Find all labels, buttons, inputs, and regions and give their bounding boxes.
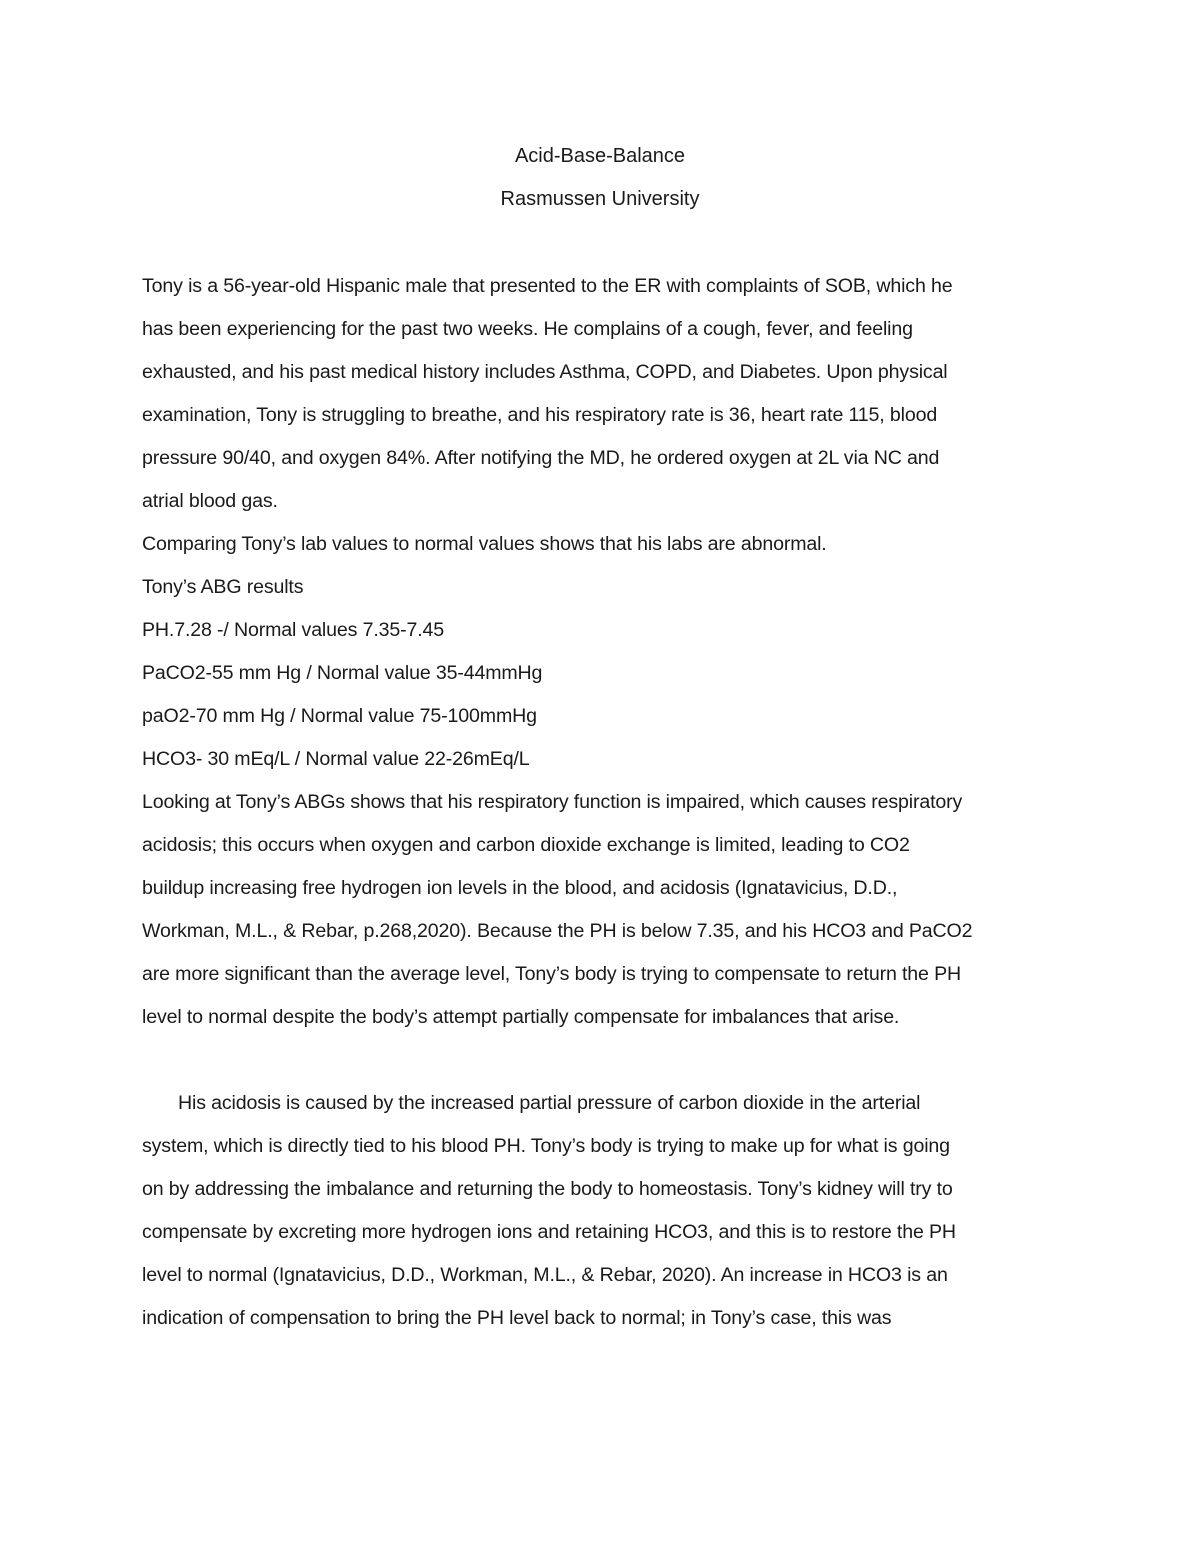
- paragraph-3-line: indication of compensation to bring the PH level back to normal; in Tony’s case, this was: [142, 1307, 892, 1329]
- paragraph-3-line: compensate by excreting more hydrogen ions and retaining HCO3, and this is to restore the PH: [142, 1221, 956, 1243]
- paragraph-2-line: Looking at Tony’s ABGs shows that his respiratory function is impaired, which causes respiratory: [142, 791, 963, 813]
- abg-result-ph: PH.7.28 -/ Normal values 7.35-7.45: [142, 619, 445, 641]
- paragraph-3-line: on by addressing the imbalance and returning the body to homeostasis. Tony’s kidney will try to: [142, 1178, 953, 1200]
- paragraph-3-line: level to normal (Ignatavicius, D.D., Workman, M.L., & Rebar, 2020). An increase in HCO3 is an: [142, 1264, 948, 1286]
- paragraph-1-line: pressure 90/40, and oxygen 84%. After notifying the MD, he ordered oxygen at 2L via NC and: [142, 447, 940, 469]
- abg-result-pao2: paO2-70 mm Hg / Normal value 75-100mmHg: [142, 705, 537, 727]
- paragraph-2-line: are more significant than the average level, Tony’s body is trying to compensate to return the PH: [142, 963, 962, 985]
- abg-result-paco2: PaCO2-55 mm Hg / Normal value 35-44mmHg: [142, 662, 543, 684]
- paragraph-2-line: Workman, M.L., & Rebar, p.268,2020). Because the PH is below 7.35, and his HCO3 and PaCO2: [142, 920, 973, 942]
- institution-name: Rasmussen University: [500, 188, 700, 210]
- abg-heading: Tony’s ABG results: [142, 576, 304, 598]
- document-title: Acid-Base-Balance: [514, 145, 686, 167]
- paragraph-2-line: buildup increasing free hydrogen ion levels in the blood, and acidosis (Ignatavicius, D.D.,: [142, 877, 898, 899]
- paragraph-1-line: has been experiencing for the past two weeks. He complains of a cough, fever, and feeling: [142, 318, 913, 340]
- paragraph-1-line: exhausted, and his past medical history includes Asthma, COPD, and Diabetes. Upon physical: [142, 361, 948, 383]
- paragraph-2-line: acidosis; this occurs when oxygen and carbon dioxide exchange is limited, leading to CO2: [142, 834, 910, 856]
- abg-result-hco3: HCO3- 30 mEq/L / Normal value 22-26mEq/L: [142, 748, 530, 770]
- paragraph-1-line: Tony is a 56-year-old Hispanic male that presented to the ER with complaints of SOB, which he: [142, 275, 953, 297]
- paragraph-2-line: level to normal despite the body’s attempt partially compensate for imbalances that arise.: [142, 1006, 900, 1028]
- paragraph-1-line: examination, Tony is struggling to breathe, and his respiratory rate is 36, heart rate 115, blood: [142, 404, 938, 426]
- comparison-line: Comparing Tony’s lab values to normal values shows that his labs are abnormal.: [142, 533, 827, 555]
- paragraph-1-line: atrial blood gas.: [142, 490, 278, 512]
- paragraph-3-line: His acidosis is caused by the increased partial pressure of carbon dioxide in the arterial: [178, 1092, 921, 1114]
- paragraph-3-line: system, which is directly tied to his blood PH. Tony’s body is trying to make up for what is going: [142, 1135, 950, 1157]
